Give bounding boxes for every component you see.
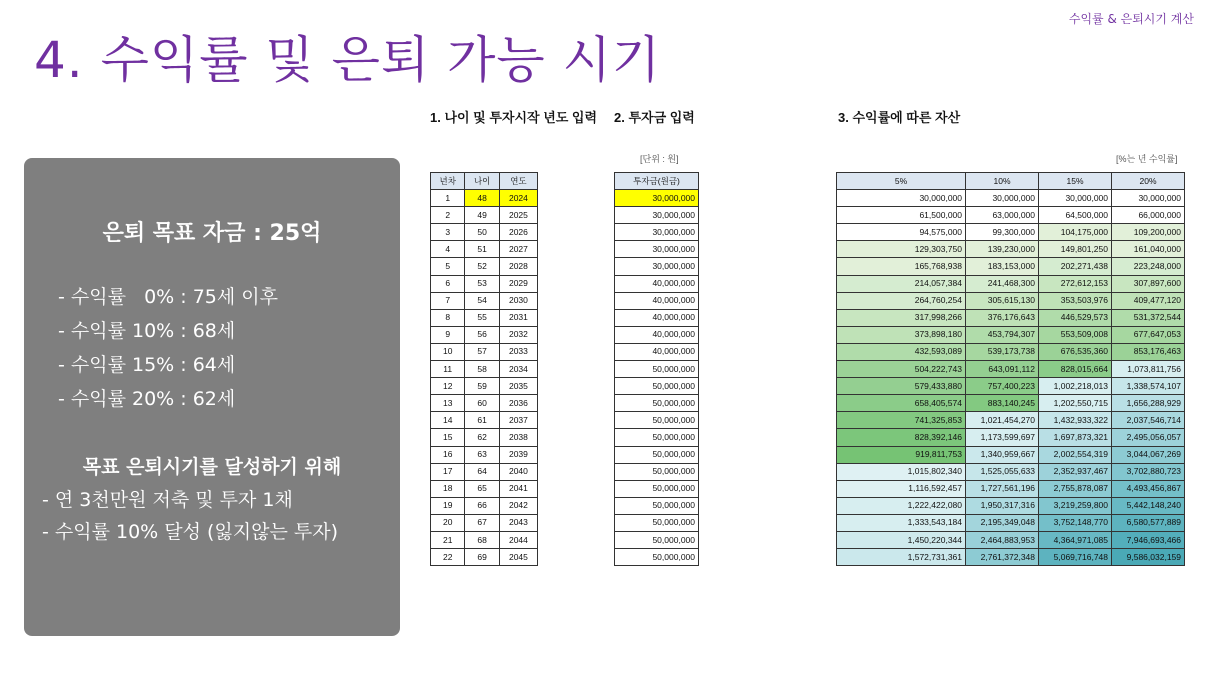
asset-cell-rate-20: 2,037,546,714 — [1112, 412, 1185, 429]
principal-cell[interactable]: 50,000,000 — [615, 446, 699, 463]
year-cell[interactable]: 2028 — [499, 258, 537, 275]
asset-cell-rate-5: 504,222,743 — [837, 361, 966, 378]
table-row — [837, 309, 1185, 326]
age-cell[interactable]: 69 — [465, 549, 499, 566]
asset-cell-rate-15: 446,529,573 — [1039, 309, 1112, 326]
asset-cell-rate-20: 1,338,574,107 — [1112, 378, 1185, 395]
asset-cell-rate-10: 30,000,000 — [966, 190, 1039, 207]
asset-cell-rate-10: 183,153,000 — [966, 258, 1039, 275]
asset-cell-rate-5: 1,015,802,340 — [837, 463, 966, 480]
age-cell[interactable]: 63 — [465, 446, 499, 463]
asset-cell-rate-15: 202,271,438 — [1039, 258, 1112, 275]
rate-item: - 수익률 10% : 68세 — [58, 320, 236, 342]
table-row — [837, 463, 1185, 480]
table-row — [431, 207, 538, 224]
year-index-cell: 21 — [431, 531, 465, 548]
asset-cell-rate-10: 241,468,300 — [966, 275, 1039, 292]
table-row — [431, 309, 538, 326]
age-cell[interactable]: 56 — [465, 326, 499, 343]
asset-cell-rate-10: 99,300,000 — [966, 224, 1039, 241]
asset-cell-rate-10: 1,525,055,633 — [966, 463, 1039, 480]
age-cell[interactable]: 57 — [465, 343, 499, 360]
investment-table — [614, 172, 699, 566]
section-heading-assets: 3. 수익률에 따른 자산 — [838, 110, 961, 125]
table-row — [615, 429, 699, 446]
principal-cell[interactable]: 50,000,000 — [615, 497, 699, 514]
table-row — [615, 241, 699, 258]
age-cell[interactable]: 51 — [465, 241, 499, 258]
year-index-cell: 6 — [431, 275, 465, 292]
table-row — [431, 429, 538, 446]
year-cell[interactable]: 2042 — [499, 497, 537, 514]
table-row — [431, 190, 538, 207]
year-cell[interactable]: 2029 — [499, 275, 537, 292]
age-year-table — [430, 172, 538, 566]
asset-cell-rate-20: 7,946,693,466 — [1112, 531, 1185, 548]
asset-cell-rate-10: 539,173,738 — [966, 343, 1039, 360]
year-cell[interactable]: 2033 — [499, 343, 537, 360]
asset-cell-rate-10: 2,761,372,348 — [966, 549, 1039, 566]
principal-cell[interactable]: 30,000,000 — [615, 258, 699, 275]
asset-cell-rate-5: 432,593,089 — [837, 343, 966, 360]
year-cell[interactable]: 2032 — [499, 326, 537, 343]
table-row — [431, 395, 538, 412]
principal-cell[interactable]: 50,000,000 — [615, 378, 699, 395]
table-row — [615, 395, 699, 412]
table-row — [615, 326, 699, 343]
table-row — [615, 190, 699, 207]
principal-cell[interactable]: 50,000,000 — [615, 514, 699, 531]
table-row — [431, 275, 538, 292]
achieve-heading: 목표 은퇴시기를 달성하기 위해 — [82, 456, 342, 478]
asset-cell-rate-10: 757,400,223 — [966, 378, 1039, 395]
table-row — [837, 275, 1185, 292]
year-index-cell: 13 — [431, 395, 465, 412]
year-cell[interactable]: 2038 — [499, 429, 537, 446]
asset-cell-rate-20: 677,647,053 — [1112, 326, 1185, 343]
principal-cell[interactable]: 50,000,000 — [615, 429, 699, 446]
invest-unit-note: [단위 : 원] — [640, 154, 679, 164]
table-row — [837, 429, 1185, 446]
table-row — [837, 497, 1185, 514]
principal-cell[interactable]: 50,000,000 — [615, 480, 699, 497]
age-cell[interactable]: 65 — [465, 480, 499, 497]
year-index-cell: 12 — [431, 378, 465, 395]
age-cell[interactable]: 60 — [465, 395, 499, 412]
asset-cell-rate-20: 6,580,577,889 — [1112, 514, 1185, 531]
year-index-cell: 10 — [431, 343, 465, 360]
asset-cell-rate-20: 9,586,032,159 — [1112, 549, 1185, 566]
table-row — [837, 531, 1185, 548]
asset-cell-rate-10: 453,794,307 — [966, 326, 1039, 343]
table-row — [431, 446, 538, 463]
table-row — [837, 224, 1185, 241]
age-cell[interactable]: 61 — [465, 412, 499, 429]
asset-cell-rate-20: 1,073,811,756 — [1112, 361, 1185, 378]
table-row — [837, 378, 1185, 395]
age-cell[interactable]: 64 — [465, 463, 499, 480]
table-row — [431, 292, 538, 309]
table-row — [837, 258, 1185, 275]
age-cell[interactable]: 48 — [465, 190, 499, 207]
table-row — [615, 207, 699, 224]
section-heading-invest: 2. 투자금 입력 — [614, 110, 695, 125]
year-index-cell: 3 — [431, 224, 465, 241]
asset-cell-rate-15: 553,509,008 — [1039, 326, 1112, 343]
table-row — [837, 343, 1185, 360]
asset-cell-rate-20: 3,044,067,269 — [1112, 446, 1185, 463]
year-cell[interactable]: 2027 — [499, 241, 537, 258]
table-row — [615, 446, 699, 463]
age-cell[interactable]: 58 — [465, 361, 499, 378]
principal-cell[interactable]: 50,000,000 — [615, 361, 699, 378]
year-cell[interactable]: 2036 — [499, 395, 537, 412]
asset-cell-rate-15: 828,015,664 — [1039, 361, 1112, 378]
asset-cell-rate-15: 149,801,250 — [1039, 241, 1112, 258]
asset-cell-rate-15: 272,612,153 — [1039, 275, 1112, 292]
asset-cell-rate-5: 1,572,731,361 — [837, 549, 966, 566]
age-cell[interactable]: 68 — [465, 531, 499, 548]
asset-cell-rate-5: 373,898,180 — [837, 326, 966, 343]
year-index-cell: 16 — [431, 446, 465, 463]
age-cell[interactable]: 66 — [465, 497, 499, 514]
year-index-cell: 22 — [431, 549, 465, 566]
table-row — [837, 326, 1185, 343]
asset-cell-rate-20: 223,248,000 — [1112, 258, 1185, 275]
asset-cell-rate-20: 161,040,000 — [1112, 241, 1185, 258]
table-row — [615, 514, 699, 531]
table-row — [431, 326, 538, 343]
asset-cell-rate-5: 30,000,000 — [837, 190, 966, 207]
table-row — [615, 531, 699, 548]
table-row — [431, 343, 538, 360]
asset-cell-rate-5: 741,325,853 — [837, 412, 966, 429]
rate-list — [58, 280, 278, 416]
achieve-item: - 연 3천만원 저축 및 투자 1채 — [42, 489, 293, 511]
year-cell[interactable]: 2037 — [499, 412, 537, 429]
principal-cell[interactable]: 40,000,000 — [615, 275, 699, 292]
asset-cell-rate-20: 853,176,463 — [1112, 343, 1185, 360]
table-row — [431, 497, 538, 514]
page-title: 4. 수익률 및 은퇴 가능 시기 — [34, 31, 662, 89]
asset-unit-note: [%는 년 수익률] — [1116, 154, 1178, 164]
table-row — [615, 292, 699, 309]
age-cell[interactable]: 67 — [465, 514, 499, 531]
asset-cell-rate-15: 2,755,878,087 — [1039, 480, 1112, 497]
asset-cell-rate-10: 63,000,000 — [966, 207, 1039, 224]
asset-cell-rate-10: 643,091,112 — [966, 361, 1039, 378]
table-row — [431, 241, 538, 258]
table-row — [431, 514, 538, 531]
principal-cell[interactable]: 30,000,000 — [615, 207, 699, 224]
year-cell[interactable]: 2030 — [499, 292, 537, 309]
table-row — [431, 378, 538, 395]
table-row — [837, 446, 1185, 463]
section-heading-age: 1. 나이 및 투자시작 년도 입력 — [430, 110, 598, 125]
table-row — [615, 378, 699, 395]
table-row — [431, 361, 538, 378]
page-header-note: 수익률 & 은퇴시기 계산 — [1068, 12, 1194, 26]
year-index-cell: 4 — [431, 241, 465, 258]
asset-cell-rate-5: 165,768,938 — [837, 258, 966, 275]
year-cell[interactable]: 2040 — [499, 463, 537, 480]
asset-cell-rate-15: 676,535,360 — [1039, 343, 1112, 360]
asset-cell-rate-5: 94,575,000 — [837, 224, 966, 241]
year-index-cell: 18 — [431, 480, 465, 497]
asset-cell-rate-15: 64,500,000 — [1039, 207, 1112, 224]
rate-item: - 수익률 15% : 64세 — [58, 354, 236, 376]
year-cell[interactable]: 2045 — [499, 549, 537, 566]
table-row — [431, 463, 538, 480]
year-cell[interactable]: 2024 — [499, 190, 537, 207]
principal-cell[interactable]: 40,000,000 — [615, 343, 699, 360]
year-cell[interactable]: 2031 — [499, 309, 537, 326]
age-cell[interactable]: 49 — [465, 207, 499, 224]
achieve-list — [42, 484, 338, 548]
asset-cell-rate-20: 409,477,120 — [1112, 292, 1185, 309]
principal-cell[interactable]: 50,000,000 — [615, 412, 699, 429]
table-row — [837, 395, 1185, 412]
year-index-cell: 8 — [431, 309, 465, 326]
asset-cell-rate-20: 30,000,000 — [1112, 190, 1185, 207]
col-header-age: 나이 — [465, 173, 499, 190]
asset-cell-rate-15: 30,000,000 — [1039, 190, 1112, 207]
rate-item: - 수익률 20% : 62세 — [58, 388, 236, 410]
achieve-item: - 수익률 10% 달성 (잃지않는 투자) — [42, 521, 339, 543]
asset-cell-rate-5: 61,500,000 — [837, 207, 966, 224]
table-row — [615, 275, 699, 292]
principal-cell[interactable]: 30,000,000 — [615, 241, 699, 258]
principal-cell[interactable]: 40,000,000 — [615, 292, 699, 309]
table-row — [615, 258, 699, 275]
table-row — [615, 549, 699, 566]
asset-cell-rate-20: 66,000,000 — [1112, 207, 1185, 224]
asset-cell-rate-5: 214,057,384 — [837, 275, 966, 292]
table-row — [615, 224, 699, 241]
asset-growth-table — [836, 172, 1185, 566]
asset-cell-rate-10: 1,727,561,196 — [966, 480, 1039, 497]
year-index-cell: 7 — [431, 292, 465, 309]
asset-cell-rate-20: 5,442,148,240 — [1112, 497, 1185, 514]
table-row — [837, 480, 1185, 497]
year-cell[interactable]: 2041 — [499, 480, 537, 497]
asset-cell-rate-10: 883,140,245 — [966, 395, 1039, 412]
col-header-rate-5: 5% — [837, 173, 966, 190]
table-row — [615, 463, 699, 480]
asset-cell-rate-15: 3,219,259,800 — [1039, 497, 1112, 514]
asset-cell-rate-20: 307,897,600 — [1112, 275, 1185, 292]
table-row — [615, 343, 699, 360]
col-header-year: 연도 — [499, 173, 537, 190]
asset-cell-rate-15: 2,352,937,467 — [1039, 463, 1112, 480]
asset-cell-rate-15: 3,752,148,770 — [1039, 514, 1112, 531]
table-row — [837, 361, 1185, 378]
asset-cell-rate-15: 1,202,550,715 — [1039, 395, 1112, 412]
asset-cell-rate-5: 264,760,254 — [837, 292, 966, 309]
asset-cell-rate-15: 5,069,716,748 — [1039, 549, 1112, 566]
table-row — [431, 412, 538, 429]
principal-cell[interactable]: 30,000,000 — [615, 224, 699, 241]
year-index-cell: 11 — [431, 361, 465, 378]
table-row — [837, 190, 1185, 207]
year-index-cell: 19 — [431, 497, 465, 514]
year-cell[interactable]: 2035 — [499, 378, 537, 395]
asset-cell-rate-10: 1,340,959,667 — [966, 446, 1039, 463]
summary-panel — [24, 158, 400, 636]
age-cell[interactable]: 55 — [465, 309, 499, 326]
age-cell[interactable]: 53 — [465, 275, 499, 292]
table-row — [615, 412, 699, 429]
asset-cell-rate-20: 4,493,456,867 — [1112, 480, 1185, 497]
age-cell[interactable]: 59 — [465, 378, 499, 395]
asset-cell-rate-10: 305,615,130 — [966, 292, 1039, 309]
table-row — [431, 258, 538, 275]
asset-cell-rate-5: 317,998,266 — [837, 309, 966, 326]
age-cell[interactable]: 62 — [465, 429, 499, 446]
col-header-rate-20: 20% — [1112, 173, 1185, 190]
asset-cell-rate-10: 1,021,454,270 — [966, 412, 1039, 429]
table-row — [615, 309, 699, 326]
table-row — [615, 497, 699, 514]
asset-cell-rate-15: 1,697,873,321 — [1039, 429, 1112, 446]
table-row — [837, 412, 1185, 429]
col-header-rate-15: 15% — [1039, 173, 1112, 190]
year-index-cell: 2 — [431, 207, 465, 224]
principal-cell[interactable]: 50,000,000 — [615, 549, 699, 566]
asset-cell-rate-20: 109,200,000 — [1112, 224, 1185, 241]
asset-cell-rate-15: 1,002,218,013 — [1039, 378, 1112, 395]
table-row — [431, 480, 538, 497]
asset-cell-rate-15: 1,432,933,322 — [1039, 412, 1112, 429]
principal-cell[interactable]: 40,000,000 — [615, 326, 699, 343]
asset-cell-rate-5: 1,450,220,344 — [837, 531, 966, 548]
year-index-cell: 17 — [431, 463, 465, 480]
year-cell[interactable]: 2025 — [499, 207, 537, 224]
table-row — [431, 224, 538, 241]
asset-cell-rate-15: 353,503,976 — [1039, 292, 1112, 309]
year-index-cell: 1 — [431, 190, 465, 207]
asset-cell-rate-10: 2,195,349,048 — [966, 514, 1039, 531]
asset-cell-rate-5: 579,433,880 — [837, 378, 966, 395]
asset-cell-rate-5: 658,405,574 — [837, 395, 966, 412]
table-row — [837, 207, 1185, 224]
age-cell[interactable]: 52 — [465, 258, 499, 275]
asset-cell-rate-10: 1,173,599,697 — [966, 429, 1039, 446]
year-cell[interactable]: 2044 — [499, 531, 537, 548]
year-cell[interactable]: 2026 — [499, 224, 537, 241]
year-cell[interactable]: 2043 — [499, 514, 537, 531]
rate-item: - 수익률 0% : 75세 이후 — [58, 286, 278, 308]
principal-cell[interactable]: 50,000,000 — [615, 463, 699, 480]
year-index-cell: 9 — [431, 326, 465, 343]
asset-cell-rate-5: 1,333,543,184 — [837, 514, 966, 531]
table-row — [431, 531, 538, 548]
age-cell[interactable]: 54 — [465, 292, 499, 309]
principal-cell[interactable]: 30,000,000 — [615, 190, 699, 207]
year-index-cell: 20 — [431, 514, 465, 531]
asset-cell-rate-10: 139,230,000 — [966, 241, 1039, 258]
table-row — [837, 514, 1185, 531]
year-index-cell: 15 — [431, 429, 465, 446]
asset-cell-rate-5: 1,222,422,080 — [837, 497, 966, 514]
col-header-rate-10: 10% — [966, 173, 1039, 190]
year-index-cell: 14 — [431, 412, 465, 429]
asset-cell-rate-10: 376,176,643 — [966, 309, 1039, 326]
asset-cell-rate-20: 2,495,056,057 — [1112, 429, 1185, 446]
year-cell[interactable]: 2034 — [499, 361, 537, 378]
asset-cell-rate-5: 1,116,592,457 — [837, 480, 966, 497]
principal-cell[interactable]: 50,000,000 — [615, 395, 699, 412]
table-row — [615, 480, 699, 497]
asset-cell-rate-15: 2,002,554,319 — [1039, 446, 1112, 463]
asset-cell-rate-20: 1,656,288,929 — [1112, 395, 1185, 412]
asset-cell-rate-5: 129,303,750 — [837, 241, 966, 258]
principal-cell[interactable]: 40,000,000 — [615, 309, 699, 326]
col-header-year-index: 년차 — [431, 173, 465, 190]
asset-cell-rate-20: 531,372,544 — [1112, 309, 1185, 326]
principal-cell[interactable]: 50,000,000 — [615, 531, 699, 548]
asset-cell-rate-5: 828,392,146 — [837, 429, 966, 446]
table-row — [837, 549, 1185, 566]
year-index-cell: 5 — [431, 258, 465, 275]
asset-cell-rate-20: 3,702,880,723 — [1112, 463, 1185, 480]
year-cell[interactable]: 2039 — [499, 446, 537, 463]
table-row — [431, 549, 538, 566]
asset-cell-rate-5: 919,811,753 — [837, 446, 966, 463]
col-header-principal: 투자금(원금) — [615, 173, 699, 190]
table-row — [837, 241, 1185, 258]
table-row — [615, 361, 699, 378]
asset-cell-rate-10: 2,464,883,953 — [966, 531, 1039, 548]
age-cell[interactable]: 50 — [465, 224, 499, 241]
asset-cell-rate-10: 1,950,317,316 — [966, 497, 1039, 514]
asset-cell-rate-15: 104,175,000 — [1039, 224, 1112, 241]
asset-cell-rate-15: 4,364,971,085 — [1039, 531, 1112, 548]
table-row — [837, 292, 1185, 309]
retirement-goal: 은퇴 목표 자금 : 25억 — [102, 221, 322, 246]
